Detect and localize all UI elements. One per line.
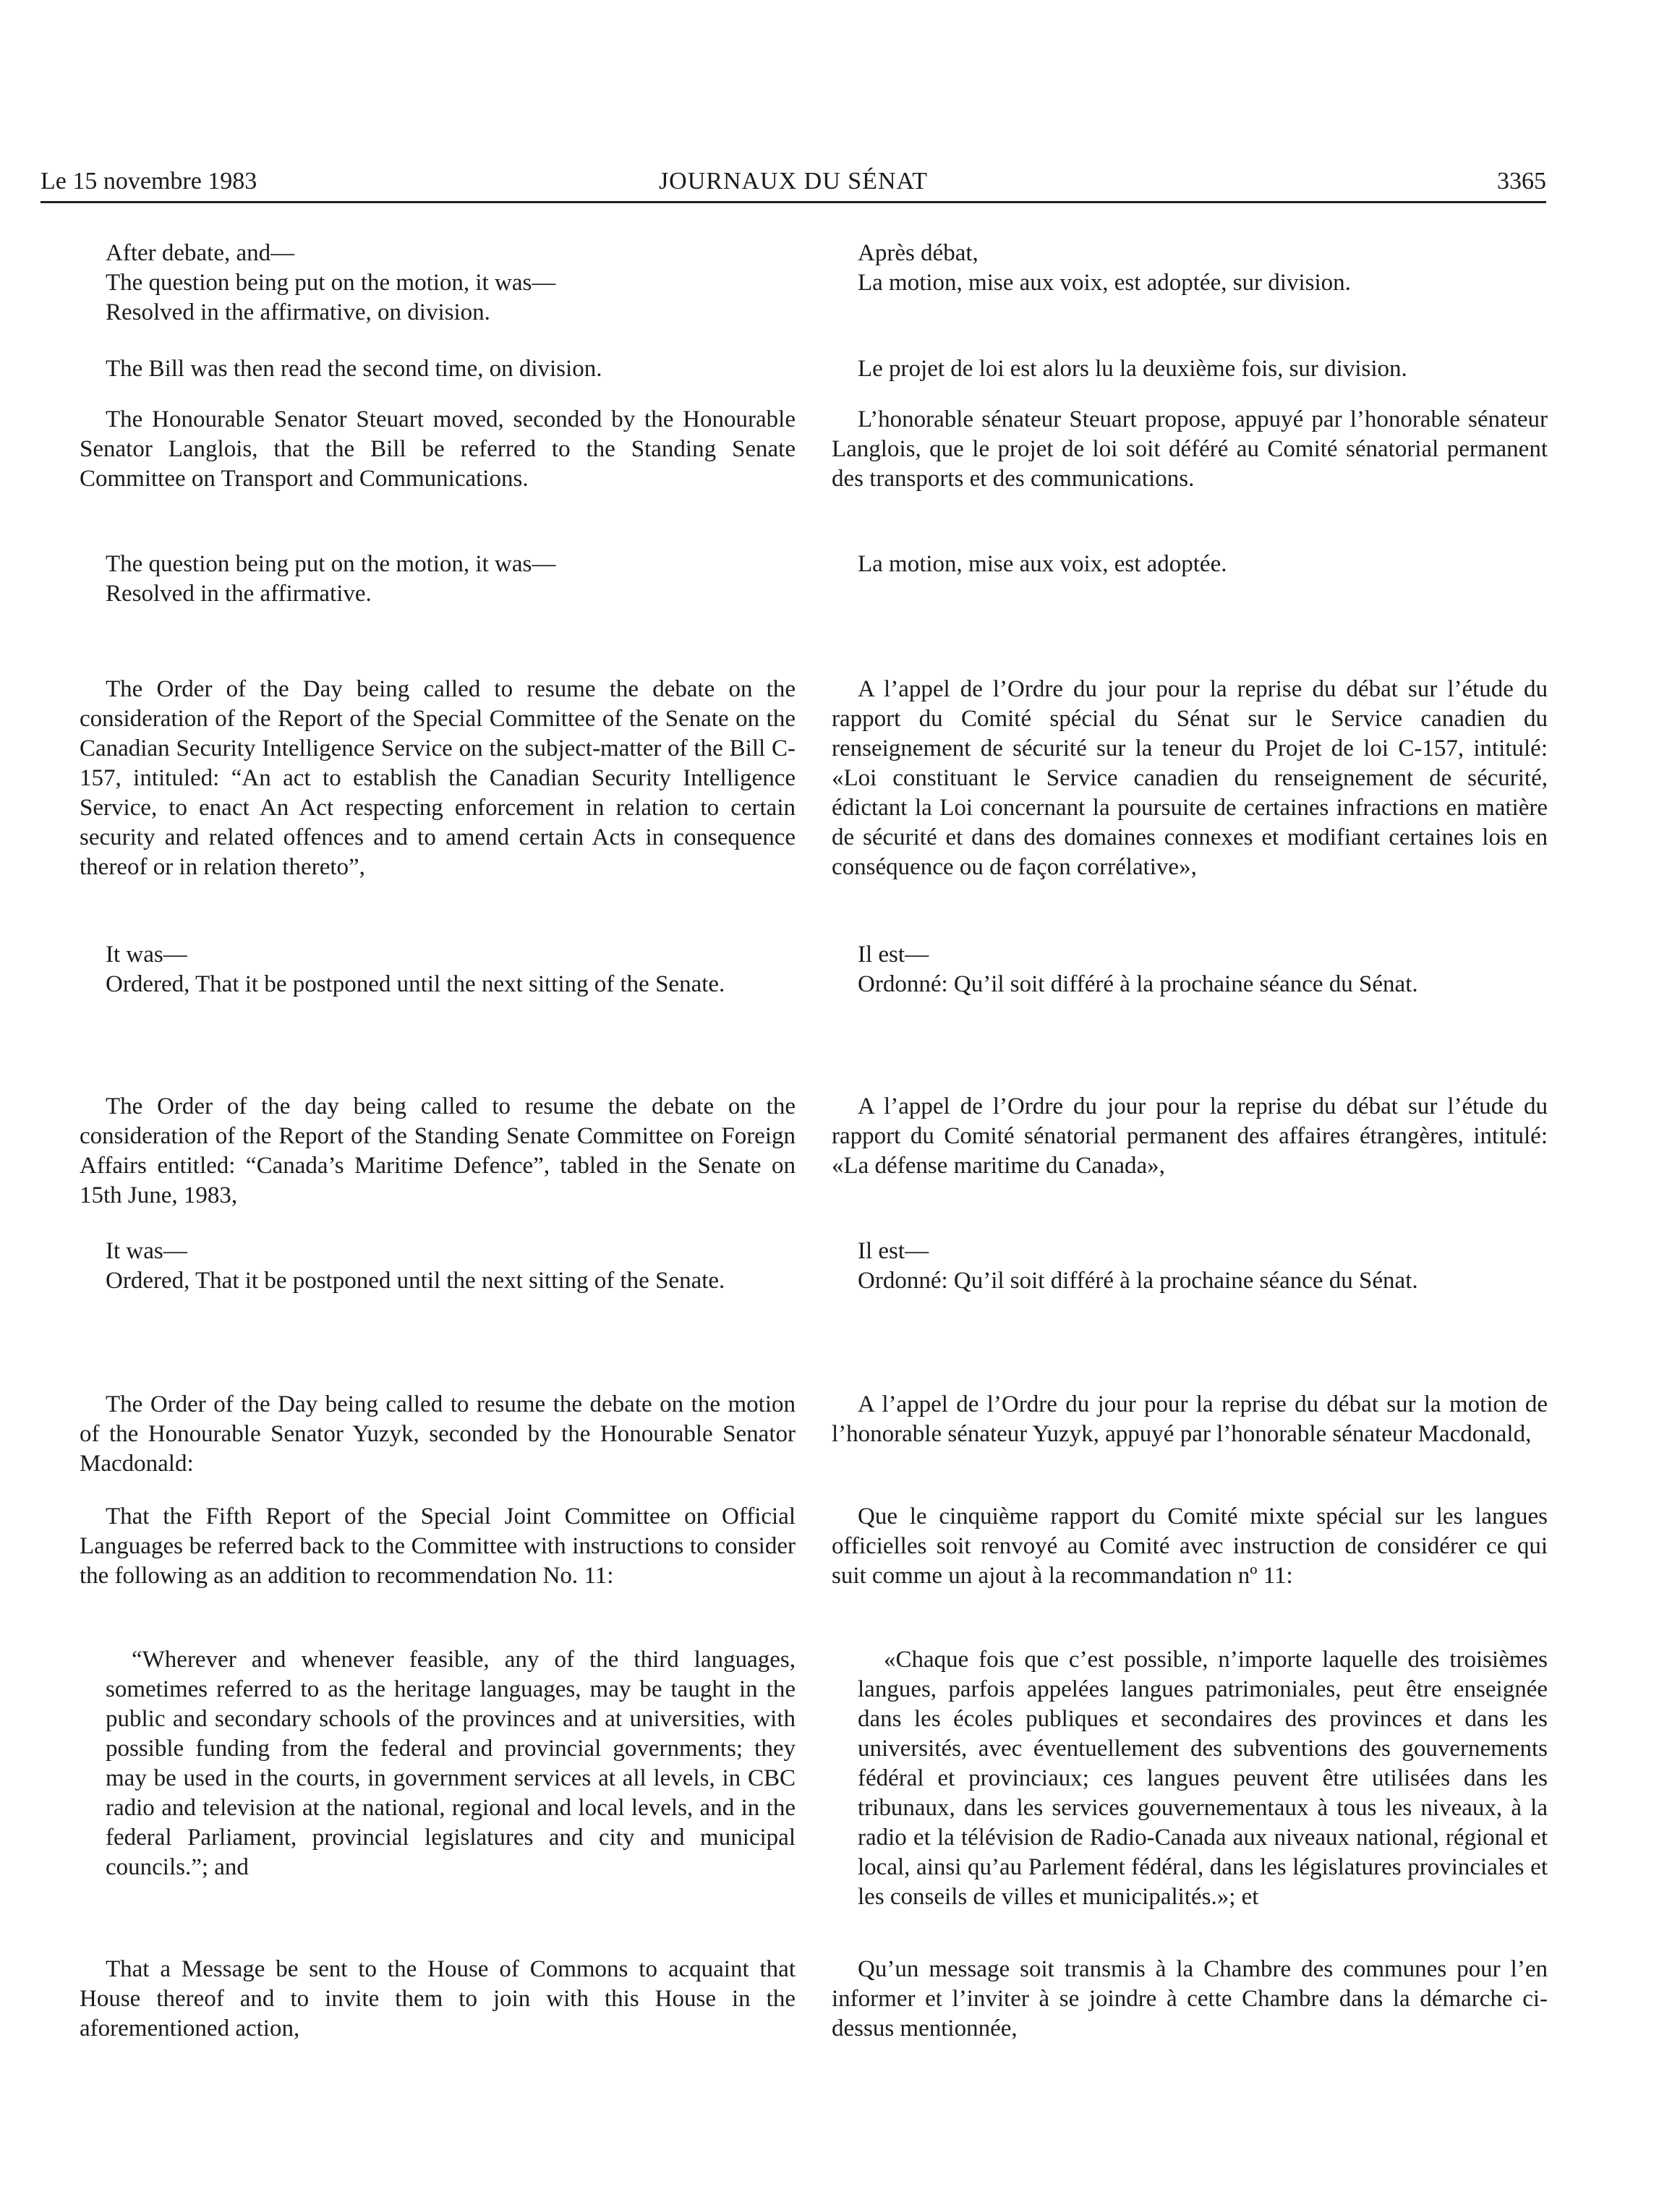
en-message — [80, 1955, 796, 2044]
fr-referral-text: L’honorable sénateur Steuart propose, appuyé par l’honorable sénateur Langlois, que le projet de loi soit déféré au Comité sénatorial permanent des transports et des communications. — [832, 406, 1548, 492]
fr-motion-adoptee-division: La motion, mise aux voix, est adoptée, sur division. — [858, 270, 1351, 296]
en-question-block — [80, 550, 796, 609]
fr-order-csis — [832, 675, 1548, 882]
fr-il-est-2: Il est— — [858, 1238, 929, 1264]
fr-fifth-report-text: Que le cinquième rapport du Comité mixte spécial sur les langues officielles soit renvoyé au Comité avec instruction de considérer ce qui suit comme un ajout à la recommandation nº 11: — [832, 1503, 1548, 1589]
fr-il-est-1: Il est— — [858, 942, 929, 968]
en-fifth-report-text: That the Fifth Report of the Special Joint Committee on Official Languages be referred back to the Committee with instructions to consider the following as an addition to recommendation No. 11: — [80, 1503, 796, 1589]
en-resolved-affirmative: Resolved in the affirmative. — [106, 581, 372, 607]
fr-postponed-1 — [832, 940, 1548, 999]
fr-order-csis-text: A l’appel de l’Ordre du jour pour la reprise du débat sur l’étude du rapport du Comité spécial du Sénat sur le Service canadien du renseignement de sécurité sur la teneur du Projet de loi C-157, intitulé: «Loi constituant le Service canadien du renseignement de sécurité, édictant la Loi concernant la poursuite de certaines infractions en matière de sécurité et dans des domaines connexes et modifiant certaines lois en conséquence ou de façon corrélative», — [832, 676, 1548, 880]
fr-order-maritime-text: A l’appel de l’Ordre du jour pour la reprise du débat sur l’étude du rapport du Comité sénatorial permanent des affaires étrangères, intitulé: «La défense maritime du Canada», — [832, 1093, 1548, 1179]
fr-second-reading — [832, 354, 1548, 384]
en-order-maritime-text: The Order of the day being called to resume the debate on the consideration of the Report of the Standing Senate Committee on Foreign Affairs entitled: “Canada’s Maritime Defence”, tabled in the Senate on 15th June, 1983, — [80, 1093, 796, 1208]
en-postponed-1 — [80, 940, 796, 999]
fr-quote-text: «Chaque fois que c’est possible, n’importe laquelle des troisièmes langues, parfois appelées langues patrimoniales, peut être enseignée dans les écoles publiques et secondaires des provinces et dans les universités, avec éventuellement des subventions des gouvernements fédéral et provinciaux; ces langues peuvent être utilisées dans les tribunaux, dans les services gouvernementaux à tous les niveaux, à la radio et la télévision de Radio-Canada aux niveaux national, régional et local, ainsi qu’au Parlement fédéral, dans les législatures provinciales et les conseils de villes et municipalités.»; et — [858, 1647, 1548, 1910]
en-message-text: That a Message be sent to the House of Commons to acquaint that House thereof and to invite them to join with this House in the aforementioned action, — [80, 1956, 796, 2042]
fr-ordonne-1: Ordonné: Qu’il soit différé à la prochaine séance du Sénat. — [858, 971, 1418, 997]
en-ordered-2: Ordered, That it be postponed until the next sitting of the Senate. — [106, 1268, 725, 1294]
en-order-yuzyk — [80, 1390, 796, 1479]
en-quote-text: “Wherever and whenever feasible, any of the third languages, sometimes referred to as the heritage languages, may be taught in the public and secondary schools of the provinces and at universities, with possible funding from the federal and provincial governments; they may be used in the courts, in government services at all levels, in CBC radio and television at the national, regional and local levels, and in the federal Parliament, provincial legislatures and city and municipal councils.”; and — [106, 1647, 796, 1880]
fr-referral-motion — [832, 405, 1548, 494]
en-referral-motion — [80, 405, 796, 494]
en-fifth-report — [80, 1502, 796, 1591]
en-after-debate: After debate, and— — [106, 240, 295, 266]
header-date: Le 15 novembre 1983 — [40, 168, 257, 195]
en-it-was-2: It was— — [106, 1238, 187, 1264]
fr-order-maritime — [832, 1092, 1548, 1181]
fr-motion-adoptee — [832, 550, 1548, 579]
en-order-maritime — [80, 1092, 796, 1211]
page-header — [40, 165, 1546, 203]
en-it-was-1: It was— — [106, 942, 187, 968]
page-number: 3365 — [1497, 168, 1546, 195]
en-referral-text: The Honourable Senator Steuart moved, seconded by the Honourable Senator Langlois, that the Bill be referred to the Standing Senate Committee on Transport and Communications. — [80, 406, 796, 492]
header-title: JOURNAUX DU SÉNAT — [658, 168, 929, 195]
en-quote — [80, 1645, 796, 1882]
fr-apres-debat: Après débat, — [858, 240, 978, 266]
fr-message-text: Qu’un message soit transmis à la Chambre des communes pour l’en informer et l’inviter à se joindre à cette Chambre dans la démarche ci-dessus mentionnée, — [832, 1956, 1548, 2042]
fr-order-yuzyk-text: A l’appel de l’Ordre du jour pour la reprise du débat sur la motion de l’honorable sénateur Yuzyk, appuyé par l’honorable sénateur Macdonald, — [832, 1391, 1548, 1447]
fr-ordonne-2: Ordonné: Qu’il soit différé à la prochaine séance du Sénat. — [858, 1268, 1418, 1294]
fr-debate-block — [832, 239, 1548, 298]
en-order-csis-text: The Order of the Day being called to resume the debate on the consideration of the Report of the Special Committee of the Senate on the Canadian Security Intelligence Service on the subject-matter of the Bill C-157, intituled: “An act to establish the Canadian Security Intelligence Service, to enact An Act respecting enforcement in relation to certain security and related offences and to amend certain Acts in consequence thereof or in relation thereto”, — [80, 676, 796, 880]
fr-second-reading-text: Le projet de loi est alors lu la deuxième fois, sur division. — [858, 356, 1407, 382]
en-debate-block — [80, 239, 796, 328]
en-question-put: The question being put on the motion, it was— — [106, 270, 556, 296]
en-ordered-1: Ordered, That it be postponed until the next sitting of the Senate. — [106, 971, 725, 997]
fr-quote — [832, 1645, 1548, 1912]
fr-fifth-report — [832, 1502, 1548, 1591]
en-resolved-division: Resolved in the affirmative, on division. — [106, 299, 490, 325]
en-order-csis — [80, 675, 796, 882]
fr-order-yuzyk — [832, 1390, 1548, 1449]
fr-motion-adoptee-text: La motion, mise aux voix, est adoptée. — [858, 551, 1227, 577]
en-second-reading — [80, 354, 796, 384]
fr-message — [832, 1955, 1548, 2044]
en-order-yuzyk-text: The Order of the Day being called to resume the debate on the motion of the Honourable Senator Yuzyk, seconded by the Honourable Senator Macdonald: — [80, 1391, 796, 1477]
en-second-reading-text: The Bill was then read the second time, on division. — [106, 356, 602, 382]
en-postponed-2 — [80, 1237, 796, 1296]
fr-postponed-2 — [832, 1237, 1548, 1296]
en-question-put-2: The question being put on the motion, it was— — [106, 551, 556, 577]
